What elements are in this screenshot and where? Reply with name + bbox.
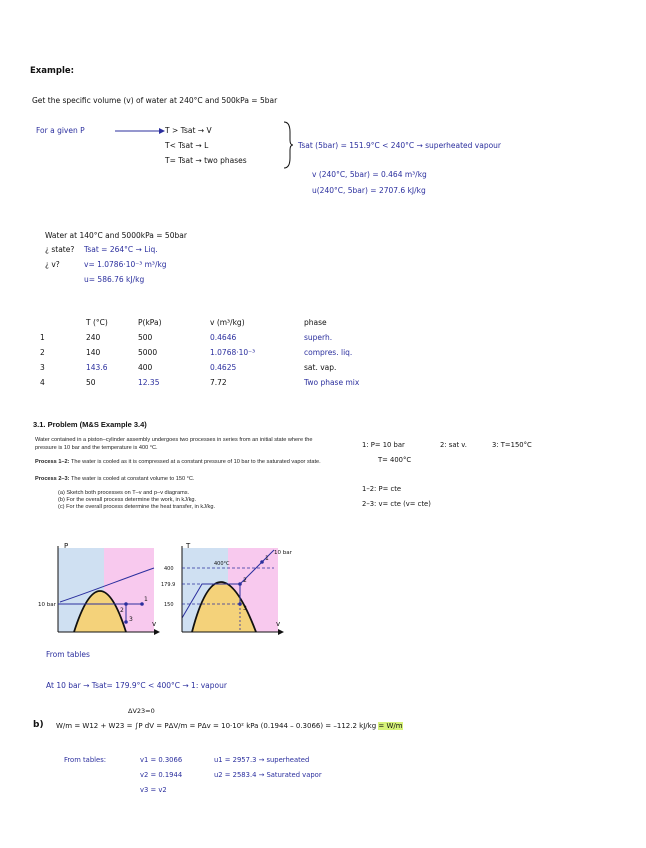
rule-item-3: T= Tsat → two phases bbox=[165, 156, 247, 165]
problem-process-23 bbox=[35, 475, 335, 483]
table-header-row bbox=[40, 318, 394, 333]
from-tables2-label: From tables: bbox=[64, 756, 107, 764]
page-heading: Example: bbox=[30, 66, 75, 76]
tv-axis-y: T bbox=[186, 542, 191, 550]
table-cell: Two phase mix bbox=[304, 378, 360, 387]
table-cell: 7.72 bbox=[210, 378, 227, 387]
tv-t-high: 400 bbox=[164, 566, 174, 572]
tv-diagram bbox=[156, 540, 316, 640]
table-cell: 0.4646 bbox=[210, 333, 237, 342]
tv-point-1: 1 bbox=[265, 555, 269, 562]
problem-line: Get the specific volume (v) of water at 240°C and 500kPa = 5bar bbox=[32, 96, 278, 105]
table-cell: 50 bbox=[86, 378, 96, 387]
second-q2: ¿ v? bbox=[45, 260, 60, 269]
second-title: Water at 140°C and 5000kPa = 50bar bbox=[45, 231, 187, 240]
process-12-text: The water is cooled as it is compressed at a constant pressure of 10 bar to the saturated vapor state. bbox=[70, 459, 321, 465]
table-cell: 0.4625 bbox=[210, 363, 237, 372]
rule-item-2: T< Tsat → L bbox=[165, 141, 209, 150]
from-tables2-v2: v2 = 0.1944 bbox=[140, 771, 183, 779]
at-10-bar-line: At 10 bar → Tsat= 179.9°C < 400°C → 1: vapour bbox=[46, 681, 227, 690]
tv-axis-x: v bbox=[276, 620, 281, 628]
side-note-process23: 2–3: v= cte (v= cte) bbox=[362, 500, 431, 508]
tv-t-low: 150 bbox=[164, 602, 174, 608]
side-note-state2: 2: sat v. bbox=[440, 441, 467, 449]
table-cell: 140 bbox=[86, 348, 101, 357]
process-23-text: The water is cooled at constant volume to 150 °C. bbox=[70, 476, 195, 482]
from-tables2-v1: v1 = 0.3066 bbox=[140, 756, 183, 764]
problem-process-12 bbox=[35, 458, 335, 466]
problem-intro: Water contained in a piston–cylinder assembly undergoes two processes in series from an initial state where the pressure is 10 bar and the temperature is 400 °C. bbox=[35, 437, 313, 451]
table-header: T (°C) bbox=[86, 318, 108, 327]
problem-task-b: (b) For the overall process determine the work, in kJ/kg. bbox=[58, 497, 197, 503]
table-cell: superh. bbox=[304, 333, 333, 342]
table-header: v (m³/kg) bbox=[210, 318, 245, 327]
from-tables2-v3: v3 = v2 bbox=[140, 786, 167, 794]
table-cell: 500 bbox=[138, 333, 153, 342]
work-part-label: b) bbox=[33, 720, 44, 730]
table-cell: 5000 bbox=[138, 348, 158, 357]
pv-point-3: 3 bbox=[129, 616, 133, 623]
work-eq-mid: = ∫P dV = PΔV/m = PΔv bbox=[126, 722, 211, 730]
tv-iso-label: 10 bar bbox=[274, 550, 292, 556]
second-a1: Tsat = 264°C → Liq. bbox=[84, 245, 158, 254]
table-cell: 12.35 bbox=[138, 378, 160, 387]
problem-task-c: (c) For the overall process determine the heat transfer, in kJ/kg. bbox=[58, 504, 216, 510]
work-over-annotation: ΔV23=0 bbox=[128, 707, 155, 715]
tv-point-2: 2 bbox=[243, 577, 247, 584]
table-cell: 3 bbox=[40, 363, 45, 372]
pv-level-label: 10 bar bbox=[38, 602, 56, 608]
table-cell: 4 bbox=[40, 378, 45, 387]
table-cell: 1.0768·10⁻³ bbox=[210, 348, 256, 357]
rule-item-1: T > Tsat → V bbox=[165, 126, 212, 135]
work-eq-highlight: = W/m bbox=[378, 722, 403, 730]
rules-result: Tsat (5bar) = 151.9°C < 240°C → superheated vapour bbox=[298, 141, 502, 150]
from-tables2-u2: u2 = 2583.4 → Saturated vapor bbox=[214, 771, 322, 779]
rules-brace bbox=[282, 120, 294, 170]
table-cell: sat. vap. bbox=[304, 363, 337, 372]
table-cell: 400 bbox=[138, 363, 153, 372]
second-a3: u= 586.76 kJ/kg bbox=[84, 275, 145, 284]
side-note-state3: 3: T=150°C bbox=[492, 441, 532, 449]
rules-lead: For a given P bbox=[36, 126, 85, 135]
property-table bbox=[40, 318, 394, 393]
side-note-state1-temp: T= 400°C bbox=[378, 456, 412, 464]
tv-point-3: 3 bbox=[243, 605, 247, 612]
table-row bbox=[40, 378, 394, 393]
table-cell: 143.6 bbox=[86, 363, 108, 372]
from-tables2-u1: u1 = 2957.3 → superheated bbox=[214, 756, 310, 764]
pv-axis-x: v bbox=[152, 620, 157, 628]
pv-diagram bbox=[30, 540, 170, 640]
side-note-process12: 1–2: P= cte bbox=[362, 485, 402, 493]
tv-iso-temp: 400°C bbox=[214, 561, 230, 567]
table-cell: 1 bbox=[40, 333, 45, 342]
table-header: phase bbox=[304, 318, 327, 327]
table-header: P(kPa) bbox=[138, 318, 162, 327]
process-23-label: Process 2–3: bbox=[35, 476, 70, 482]
problem-title: 3.1. Problem (M&S Example 3.4) bbox=[33, 420, 147, 429]
work-eq-left: W/m = W12 + W23 bbox=[56, 722, 125, 730]
second-q1: ¿ state? bbox=[45, 245, 75, 254]
pv-point-1: 1 bbox=[144, 596, 148, 603]
work-equation bbox=[56, 722, 403, 730]
second-a2: v= 1.0786·10⁻³ m³/kg bbox=[84, 260, 167, 269]
table-cell: 2 bbox=[40, 348, 45, 357]
table-row bbox=[40, 363, 394, 378]
rules-u-line: u(240°C, 5bar) = 2707.6 kJ/kg bbox=[312, 186, 426, 195]
rules-arrow bbox=[115, 127, 165, 135]
pv-axis-y: P bbox=[64, 542, 69, 550]
work-eq-calc: = 10·10² kPa (0.1944 – 0.3066) = –112.2 kJ/kg bbox=[213, 722, 377, 730]
pv-point-2: 2 bbox=[120, 607, 124, 614]
tv-t-mid: 179.9 bbox=[161, 582, 176, 588]
process-12-label: Process 1–2: bbox=[35, 459, 70, 465]
side-note-state1: 1: P= 10 bar bbox=[362, 441, 405, 449]
rules-v-line: v (240°C, 5bar) = 0.464 m³/kg bbox=[312, 170, 427, 179]
table-row bbox=[40, 348, 394, 363]
from-tables-label: From tables bbox=[46, 650, 90, 659]
table-cell: compres. liq. bbox=[304, 348, 353, 357]
problem-task-a: (a) Sketch both processes on T–v and p–v diagrams. bbox=[58, 490, 190, 496]
table-cell: 240 bbox=[86, 333, 101, 342]
table-row bbox=[40, 333, 394, 348]
